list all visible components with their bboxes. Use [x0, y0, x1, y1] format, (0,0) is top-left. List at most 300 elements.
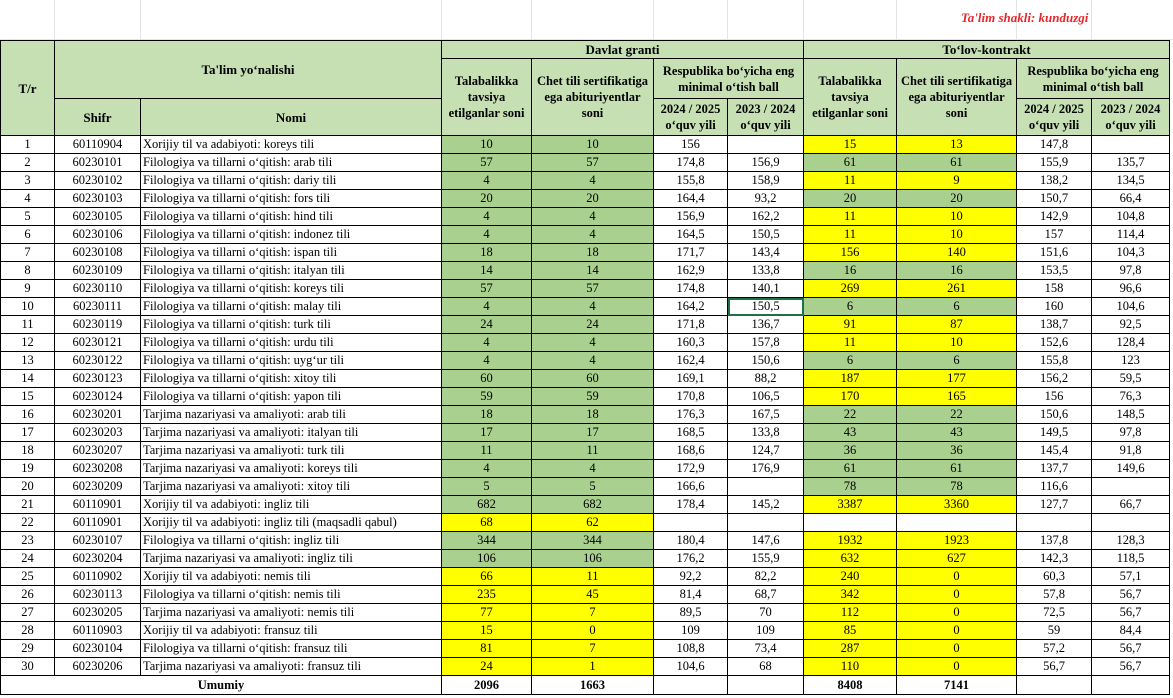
row-number[interactable]: 8 [1, 262, 55, 280]
header-contract-certificate[interactable]: Chet tili sertifikatiga ega abituriyentlar soni [897, 59, 1017, 136]
contract-score-2023-cell[interactable]: 148,5 [1092, 406, 1170, 424]
grant-score-2024-cell[interactable]: 178,4 [654, 496, 728, 514]
grant-recommended-cell[interactable]: 24 [442, 658, 532, 676]
code-cell[interactable]: 60230201 [55, 406, 141, 424]
grant-score-2023-cell[interactable]: 150,5 [728, 226, 804, 244]
grant-score-2024-cell[interactable]: 176,2 [654, 550, 728, 568]
contract-score-2023-cell[interactable]: 57,1 [1092, 568, 1170, 586]
grant-certificate-cell[interactable]: 18 [532, 406, 654, 424]
name-cell[interactable]: Xorijiy til va adabiyoti: fransuz tili [141, 622, 442, 640]
contract-score-2024-cell[interactable]: 137,8 [1017, 532, 1092, 550]
contract-certificate-cell[interactable]: 13 [897, 136, 1017, 154]
contract-score-2023-cell[interactable]: 97,8 [1092, 262, 1170, 280]
header-direction[interactable]: Ta'lim yo‘nalishi [55, 41, 442, 99]
grant-recommended-cell[interactable]: 17 [442, 424, 532, 442]
total-contract-score-2023[interactable] [1092, 676, 1170, 695]
contract-recommended-cell[interactable]: 11 [804, 172, 897, 190]
total-contract-certificate[interactable]: 7141 [897, 676, 1017, 695]
grant-score-2023-cell[interactable]: 150,6 [728, 352, 804, 370]
grant-score-2024-cell[interactable]: 174,8 [654, 280, 728, 298]
contract-recommended-cell[interactable]: 11 [804, 208, 897, 226]
contract-score-2023-cell[interactable]: 56,7 [1092, 658, 1170, 676]
grant-score-2024-cell[interactable]: 156 [654, 136, 728, 154]
grant-certificate-cell[interactable]: 344 [532, 532, 654, 550]
grant-score-2024-cell[interactable]: 168,6 [654, 442, 728, 460]
grant-score-2023-cell[interactable]: 70 [728, 604, 804, 622]
contract-score-2024-cell[interactable]: 150,6 [1017, 406, 1092, 424]
grant-score-2024-cell[interactable]: 170,8 [654, 388, 728, 406]
contract-score-2023-cell[interactable]: 59,5 [1092, 370, 1170, 388]
grant-score-2024-cell[interactable]: 92,2 [654, 568, 728, 586]
grant-score-2023-cell[interactable]: 68 [728, 658, 804, 676]
name-cell[interactable]: Filologiya va tillarni o‘qitish: italyan tili [141, 262, 442, 280]
name-cell[interactable]: Filologiya va tillarni o‘qitish: koreys tili [141, 280, 442, 298]
row-number[interactable]: 5 [1, 208, 55, 226]
contract-recommended-cell[interactable]: 156 [804, 244, 897, 262]
contract-recommended-cell[interactable]: 85 [804, 622, 897, 640]
header-contract[interactable]: To‘lov-kontrakt [804, 41, 1170, 59]
row-number[interactable]: 14 [1, 370, 55, 388]
contract-recommended-cell[interactable]: 61 [804, 460, 897, 478]
grant-score-2024-cell[interactable]: 81,4 [654, 586, 728, 604]
grant-certificate-cell[interactable]: 106 [532, 550, 654, 568]
contract-recommended-cell[interactable]: 110 [804, 658, 897, 676]
contract-certificate-cell[interactable]: 177 [897, 370, 1017, 388]
grant-certificate-cell[interactable]: 4 [532, 298, 654, 316]
contract-recommended-cell[interactable]: 11 [804, 226, 897, 244]
contract-score-2023-cell[interactable]: 56,7 [1092, 586, 1170, 604]
grant-recommended-cell[interactable]: 235 [442, 586, 532, 604]
header-grant-recommended[interactable]: Talabalikka tavsiya etilganlar soni [442, 59, 532, 136]
grant-recommended-cell[interactable]: 4 [442, 208, 532, 226]
contract-score-2023-cell[interactable]: 128,4 [1092, 334, 1170, 352]
row-number[interactable]: 22 [1, 514, 55, 532]
grant-score-2024-cell[interactable] [654, 514, 728, 532]
row-number[interactable]: 2 [1, 154, 55, 172]
grant-certificate-cell[interactable]: 11 [532, 568, 654, 586]
contract-recommended-cell[interactable]: 240 [804, 568, 897, 586]
contract-recommended-cell[interactable] [804, 514, 897, 532]
contract-score-2023-cell[interactable]: 104,8 [1092, 208, 1170, 226]
code-cell[interactable]: 60230122 [55, 352, 141, 370]
grant-score-2023-cell[interactable]: 157,8 [728, 334, 804, 352]
grant-score-2024-cell[interactable]: 168,5 [654, 424, 728, 442]
name-cell[interactable]: Filologiya va tillarni o‘qitish: fors tili [141, 190, 442, 208]
code-cell[interactable]: 60230108 [55, 244, 141, 262]
contract-score-2024-cell[interactable]: 145,4 [1017, 442, 1092, 460]
name-cell[interactable]: Filologiya va tillarni o‘qitish: urdu tili [141, 334, 442, 352]
contract-recommended-cell[interactable]: 16 [804, 262, 897, 280]
grant-recommended-cell[interactable]: 59 [442, 388, 532, 406]
contract-score-2024-cell[interactable]: 138,7 [1017, 316, 1092, 334]
contract-certificate-cell[interactable]: 261 [897, 280, 1017, 298]
contract-score-2023-cell[interactable]: 96,6 [1092, 280, 1170, 298]
grant-score-2024-cell[interactable]: 172,9 [654, 460, 728, 478]
row-number[interactable]: 13 [1, 352, 55, 370]
grant-score-2023-cell[interactable]: 68,7 [728, 586, 804, 604]
row-number[interactable]: 7 [1, 244, 55, 262]
contract-score-2023-cell[interactable]: 114,4 [1092, 226, 1170, 244]
grant-certificate-cell[interactable]: 7 [532, 640, 654, 658]
name-cell[interactable]: Filologiya va tillarni o‘qitish: dariy tili [141, 172, 442, 190]
contract-certificate-cell[interactable]: 78 [897, 478, 1017, 496]
contract-score-2024-cell[interactable]: 57,2 [1017, 640, 1092, 658]
grant-recommended-cell[interactable]: 10 [442, 136, 532, 154]
contract-recommended-cell[interactable]: 287 [804, 640, 897, 658]
contract-score-2024-cell[interactable]: 60,3 [1017, 568, 1092, 586]
contract-score-2024-cell[interactable]: 152,6 [1017, 334, 1092, 352]
grant-score-2023-cell[interactable]: 88,2 [728, 370, 804, 388]
total-contract-score-2024[interactable] [1017, 676, 1092, 695]
grant-certificate-cell[interactable]: 45 [532, 586, 654, 604]
contract-score-2024-cell[interactable]: 149,5 [1017, 424, 1092, 442]
contract-score-2024-cell[interactable]: 142,3 [1017, 550, 1092, 568]
grant-score-2024-cell[interactable]: 171,7 [654, 244, 728, 262]
code-cell[interactable]: 60230111 [55, 298, 141, 316]
code-cell[interactable]: 60110901 [55, 514, 141, 532]
code-cell[interactable]: 60230124 [55, 388, 141, 406]
contract-score-2023-cell[interactable]: 104,3 [1092, 244, 1170, 262]
grant-certificate-cell[interactable]: 4 [532, 172, 654, 190]
contract-recommended-cell[interactable]: 11 [804, 334, 897, 352]
contract-score-2023-cell[interactable] [1092, 514, 1170, 532]
contract-certificate-cell[interactable]: 87 [897, 316, 1017, 334]
grant-score-2023-cell[interactable]: 150,5 [728, 298, 804, 316]
grant-recommended-cell[interactable]: 68 [442, 514, 532, 532]
grant-score-2023-cell[interactable]: 145,2 [728, 496, 804, 514]
header-state-grant[interactable]: Davlat granti [442, 41, 804, 59]
grant-recommended-cell[interactable]: 81 [442, 640, 532, 658]
row-number[interactable]: 3 [1, 172, 55, 190]
grant-score-2024-cell[interactable]: 89,5 [654, 604, 728, 622]
grant-score-2024-cell[interactable]: 164,5 [654, 226, 728, 244]
row-number[interactable]: 11 [1, 316, 55, 334]
grant-certificate-cell[interactable]: 11 [532, 442, 654, 460]
code-cell[interactable]: 60230206 [55, 658, 141, 676]
grant-score-2024-cell[interactable]: 176,3 [654, 406, 728, 424]
total-label[interactable]: Umumiy [1, 676, 442, 695]
grant-score-2024-cell[interactable]: 109 [654, 622, 728, 640]
code-cell[interactable]: 60230203 [55, 424, 141, 442]
grant-score-2023-cell[interactable]: 176,9 [728, 460, 804, 478]
grant-score-2024-cell[interactable]: 108,8 [654, 640, 728, 658]
grant-recommended-cell[interactable]: 4 [442, 298, 532, 316]
header-grant-year-2024[interactable]: 2024 / 2025 o‘quv yili [654, 99, 728, 136]
contract-recommended-cell[interactable]: 1932 [804, 532, 897, 550]
contract-recommended-cell[interactable]: 43 [804, 424, 897, 442]
header-tr[interactable]: T/r [1, 41, 55, 136]
contract-score-2023-cell[interactable]: 149,6 [1092, 460, 1170, 478]
contract-recommended-cell[interactable]: 170 [804, 388, 897, 406]
header-code[interactable]: Shifr [55, 99, 141, 136]
grant-recommended-cell[interactable]: 14 [442, 262, 532, 280]
contract-score-2024-cell[interactable]: 150,7 [1017, 190, 1092, 208]
contract-certificate-cell[interactable]: 61 [897, 460, 1017, 478]
contract-score-2024-cell[interactable]: 72,5 [1017, 604, 1092, 622]
grant-certificate-cell[interactable]: 1 [532, 658, 654, 676]
total-grant-score-2024[interactable] [654, 676, 728, 695]
name-cell[interactable]: Tarjima nazariyasi va amaliyoti: italyan tili [141, 424, 442, 442]
grant-certificate-cell[interactable]: 4 [532, 226, 654, 244]
contract-certificate-cell[interactable]: 6 [897, 352, 1017, 370]
contract-certificate-cell[interactable]: 0 [897, 604, 1017, 622]
grant-score-2023-cell[interactable]: 93,2 [728, 190, 804, 208]
grant-score-2024-cell[interactable]: 180,4 [654, 532, 728, 550]
contract-score-2024-cell[interactable]: 142,9 [1017, 208, 1092, 226]
contract-certificate-cell[interactable]: 1923 [897, 532, 1017, 550]
grant-recommended-cell[interactable]: 4 [442, 352, 532, 370]
grant-score-2023-cell[interactable]: 133,8 [728, 262, 804, 280]
contract-score-2024-cell[interactable]: 116,6 [1017, 478, 1092, 496]
grant-score-2023-cell[interactable]: 158,9 [728, 172, 804, 190]
contract-recommended-cell[interactable]: 6 [804, 352, 897, 370]
contract-score-2023-cell[interactable]: 128,3 [1092, 532, 1170, 550]
row-number[interactable]: 30 [1, 658, 55, 676]
contract-recommended-cell[interactable]: 22 [804, 406, 897, 424]
row-number[interactable]: 15 [1, 388, 55, 406]
grant-recommended-cell[interactable]: 4 [442, 172, 532, 190]
name-cell[interactable]: Filologiya va tillarni o‘qitish: indonez tili [141, 226, 442, 244]
grant-score-2024-cell[interactable]: 160,3 [654, 334, 728, 352]
contract-score-2023-cell[interactable]: 76,3 [1092, 388, 1170, 406]
name-cell[interactable]: Tarjima nazariyasi va amaliyoti: turk tili [141, 442, 442, 460]
contract-score-2024-cell[interactable]: 151,6 [1017, 244, 1092, 262]
grant-recommended-cell[interactable]: 682 [442, 496, 532, 514]
grant-recommended-cell[interactable]: 66 [442, 568, 532, 586]
name-cell[interactable]: Filologiya va tillarni o‘qitish: ingliz tili [141, 532, 442, 550]
contract-recommended-cell[interactable]: 187 [804, 370, 897, 388]
name-cell[interactable]: Filologiya va tillarni o‘qitish: nemis tili [141, 586, 442, 604]
contract-score-2024-cell[interactable]: 138,2 [1017, 172, 1092, 190]
contract-recommended-cell[interactable]: 61 [804, 154, 897, 172]
contract-recommended-cell[interactable]: 342 [804, 586, 897, 604]
grant-recommended-cell[interactable]: 60 [442, 370, 532, 388]
contract-score-2024-cell[interactable]: 156 [1017, 388, 1092, 406]
row-number[interactable]: 16 [1, 406, 55, 424]
grant-recommended-cell[interactable]: 18 [442, 406, 532, 424]
name-cell[interactable]: Tarjima nazariyasi va amaliyoti: arab tili [141, 406, 442, 424]
contract-certificate-cell[interactable]: 43 [897, 424, 1017, 442]
grant-score-2024-cell[interactable]: 169,1 [654, 370, 728, 388]
contract-certificate-cell[interactable]: 10 [897, 334, 1017, 352]
contract-score-2024-cell[interactable]: 158 [1017, 280, 1092, 298]
contract-recommended-cell[interactable]: 15 [804, 136, 897, 154]
row-number[interactable]: 24 [1, 550, 55, 568]
contract-score-2023-cell[interactable]: 104,6 [1092, 298, 1170, 316]
grant-certificate-cell[interactable]: 57 [532, 154, 654, 172]
grant-recommended-cell[interactable]: 11 [442, 442, 532, 460]
name-cell[interactable]: Xorijiy til va adabiyoti: nemis tili [141, 568, 442, 586]
contract-certificate-cell[interactable]: 36 [897, 442, 1017, 460]
code-cell[interactable]: 60110903 [55, 622, 141, 640]
contract-certificate-cell[interactable]: 3360 [897, 496, 1017, 514]
contract-score-2023-cell[interactable]: 97,8 [1092, 424, 1170, 442]
grant-score-2023-cell[interactable]: 82,2 [728, 568, 804, 586]
contract-certificate-cell[interactable]: 0 [897, 568, 1017, 586]
code-cell[interactable]: 60230104 [55, 640, 141, 658]
contract-score-2023-cell[interactable]: 84,4 [1092, 622, 1170, 640]
contract-score-2023-cell[interactable]: 134,5 [1092, 172, 1170, 190]
name-cell[interactable]: Filologiya va tillarni o‘qitish: ispan tili [141, 244, 442, 262]
grant-recommended-cell[interactable]: 4 [442, 226, 532, 244]
grant-score-2023-cell[interactable]: 147,6 [728, 532, 804, 550]
grant-recommended-cell[interactable]: 15 [442, 622, 532, 640]
name-cell[interactable]: Filologiya va tillarni o‘qitish: xitoy tili [141, 370, 442, 388]
grant-certificate-cell[interactable]: 62 [532, 514, 654, 532]
code-cell[interactable]: 60230121 [55, 334, 141, 352]
name-cell[interactable]: Tarjima nazariyasi va amaliyoti: ingliz tili [141, 550, 442, 568]
row-number[interactable]: 29 [1, 640, 55, 658]
grant-score-2024-cell[interactable]: 162,4 [654, 352, 728, 370]
name-cell[interactable]: Filologiya va tillarni o‘qitish: hind tili [141, 208, 442, 226]
header-contract-recommended[interactable]: Talabalikka tavsiya etilganlar soni [804, 59, 897, 136]
contract-certificate-cell[interactable]: 6 [897, 298, 1017, 316]
row-number[interactable]: 12 [1, 334, 55, 352]
name-cell[interactable]: Tarjima nazariyasi va amaliyoti: fransuz tili [141, 658, 442, 676]
grant-certificate-cell[interactable]: 0 [532, 622, 654, 640]
contract-score-2023-cell[interactable] [1092, 478, 1170, 496]
contract-score-2023-cell[interactable]: 135,7 [1092, 154, 1170, 172]
contract-recommended-cell[interactable]: 6 [804, 298, 897, 316]
grant-score-2024-cell[interactable]: 174,8 [654, 154, 728, 172]
grant-certificate-cell[interactable]: 57 [532, 280, 654, 298]
name-cell[interactable]: Xorijiy til va adabiyoti: koreys tili [141, 136, 442, 154]
grant-score-2024-cell[interactable]: 166,6 [654, 478, 728, 496]
grant-certificate-cell[interactable]: 18 [532, 244, 654, 262]
contract-score-2024-cell[interactable]: 147,8 [1017, 136, 1092, 154]
grant-recommended-cell[interactable]: 4 [442, 460, 532, 478]
grant-score-2024-cell[interactable]: 164,2 [654, 298, 728, 316]
total-contract-recommended[interactable]: 8408 [804, 676, 897, 695]
contract-certificate-cell[interactable]: 61 [897, 154, 1017, 172]
grant-certificate-cell[interactable]: 17 [532, 424, 654, 442]
grant-recommended-cell[interactable]: 20 [442, 190, 532, 208]
name-cell[interactable]: Tarjima nazariyasi va amaliyoti: nemis tili [141, 604, 442, 622]
grant-certificate-cell[interactable]: 7 [532, 604, 654, 622]
grant-score-2023-cell[interactable]: 143,4 [728, 244, 804, 262]
grant-score-2023-cell[interactable] [728, 514, 804, 532]
code-cell[interactable]: 60230204 [55, 550, 141, 568]
code-cell[interactable]: 60230102 [55, 172, 141, 190]
name-cell[interactable]: Xorijiy til va adabiyoti: ingliz tili [141, 496, 442, 514]
name-cell[interactable]: Tarjima nazariyasi va amaliyoti: xitoy tili [141, 478, 442, 496]
contract-certificate-cell[interactable]: 0 [897, 622, 1017, 640]
contract-score-2024-cell[interactable] [1017, 514, 1092, 532]
grant-recommended-cell[interactable]: 57 [442, 280, 532, 298]
grant-recommended-cell[interactable]: 57 [442, 154, 532, 172]
grant-score-2023-cell[interactable]: 106,5 [728, 388, 804, 406]
contract-score-2024-cell[interactable]: 157 [1017, 226, 1092, 244]
code-cell[interactable]: 60230208 [55, 460, 141, 478]
contract-score-2024-cell[interactable]: 57,8 [1017, 586, 1092, 604]
contract-certificate-cell[interactable]: 627 [897, 550, 1017, 568]
name-cell[interactable]: Xorijiy til va adabiyoti: ingliz tili (maqsadli qabul) [141, 514, 442, 532]
contract-score-2024-cell[interactable]: 155,8 [1017, 352, 1092, 370]
row-number[interactable]: 9 [1, 280, 55, 298]
grant-certificate-cell[interactable]: 14 [532, 262, 654, 280]
grant-score-2023-cell[interactable]: 162,2 [728, 208, 804, 226]
code-cell[interactable]: 60110902 [55, 568, 141, 586]
grant-certificate-cell[interactable]: 4 [532, 460, 654, 478]
contract-score-2023-cell[interactable] [1092, 136, 1170, 154]
name-cell[interactable]: Filologiya va tillarni o‘qitish: fransuz tili [141, 640, 442, 658]
contract-certificate-cell[interactable]: 165 [897, 388, 1017, 406]
contract-recommended-cell[interactable]: 112 [804, 604, 897, 622]
name-cell[interactable]: Tarjima nazariyasi va amaliyoti: koreys tili [141, 460, 442, 478]
contract-certificate-cell[interactable]: 9 [897, 172, 1017, 190]
grant-score-2024-cell[interactable]: 155,8 [654, 172, 728, 190]
total-grant-score-2023[interactable] [728, 676, 804, 695]
grant-score-2024-cell[interactable]: 171,8 [654, 316, 728, 334]
grant-certificate-cell[interactable]: 24 [532, 316, 654, 334]
grant-score-2023-cell[interactable]: 109 [728, 622, 804, 640]
contract-certificate-cell[interactable]: 22 [897, 406, 1017, 424]
contract-recommended-cell[interactable]: 3387 [804, 496, 897, 514]
grant-certificate-cell[interactable]: 59 [532, 388, 654, 406]
contract-recommended-cell[interactable]: 78 [804, 478, 897, 496]
contract-recommended-cell[interactable]: 20 [804, 190, 897, 208]
contract-score-2024-cell[interactable]: 56,7 [1017, 658, 1092, 676]
code-cell[interactable]: 60230105 [55, 208, 141, 226]
grant-score-2023-cell[interactable]: 136,7 [728, 316, 804, 334]
header-name[interactable]: Nomi [141, 99, 442, 136]
grant-score-2023-cell[interactable] [728, 136, 804, 154]
contract-score-2023-cell[interactable]: 66,4 [1092, 190, 1170, 208]
code-cell[interactable]: 60230101 [55, 154, 141, 172]
header-grant-year-2023[interactable]: 2023 / 2024 o‘quv yili [728, 99, 804, 136]
contract-score-2024-cell[interactable]: 153,5 [1017, 262, 1092, 280]
contract-certificate-cell[interactable]: 0 [897, 658, 1017, 676]
code-cell[interactable]: 60230107 [55, 532, 141, 550]
row-number[interactable]: 27 [1, 604, 55, 622]
code-cell[interactable]: 60110901 [55, 496, 141, 514]
contract-recommended-cell[interactable]: 269 [804, 280, 897, 298]
grant-score-2023-cell[interactable]: 140,1 [728, 280, 804, 298]
code-cell[interactable]: 60230103 [55, 190, 141, 208]
name-cell[interactable]: Filologiya va tillarni o‘qitish: uyg‘ur tili [141, 352, 442, 370]
row-number[interactable]: 1 [1, 136, 55, 154]
grant-certificate-cell[interactable]: 20 [532, 190, 654, 208]
contract-score-2024-cell[interactable]: 155,9 [1017, 154, 1092, 172]
code-cell[interactable]: 60230205 [55, 604, 141, 622]
code-cell[interactable]: 60230207 [55, 442, 141, 460]
code-cell[interactable]: 60230113 [55, 586, 141, 604]
contract-certificate-cell[interactable]: 10 [897, 208, 1017, 226]
contract-certificate-cell[interactable] [897, 514, 1017, 532]
contract-score-2024-cell[interactable]: 137,7 [1017, 460, 1092, 478]
header-grant-min-score[interactable]: Respublika bo‘yicha eng minimal o‘tish ball [654, 59, 804, 99]
grant-score-2023-cell[interactable] [728, 478, 804, 496]
contract-score-2023-cell[interactable]: 118,5 [1092, 550, 1170, 568]
row-number[interactable]: 19 [1, 460, 55, 478]
total-grant-recommended[interactable]: 2096 [442, 676, 532, 695]
grant-recommended-cell[interactable]: 106 [442, 550, 532, 568]
contract-score-2024-cell[interactable]: 156,2 [1017, 370, 1092, 388]
contract-score-2023-cell[interactable]: 56,7 [1092, 604, 1170, 622]
grant-certificate-cell[interactable]: 4 [532, 352, 654, 370]
code-cell[interactable]: 60110904 [55, 136, 141, 154]
grant-recommended-cell[interactable]: 77 [442, 604, 532, 622]
contract-score-2023-cell[interactable]: 66,7 [1092, 496, 1170, 514]
code-cell[interactable]: 60230123 [55, 370, 141, 388]
contract-recommended-cell[interactable]: 36 [804, 442, 897, 460]
row-number[interactable]: 26 [1, 586, 55, 604]
name-cell[interactable]: Filologiya va tillarni o‘qitish: malay tili [141, 298, 442, 316]
contract-score-2023-cell[interactable]: 123 [1092, 352, 1170, 370]
code-cell[interactable]: 60230110 [55, 280, 141, 298]
grant-score-2023-cell[interactable]: 133,8 [728, 424, 804, 442]
grant-score-2023-cell[interactable]: 156,9 [728, 154, 804, 172]
